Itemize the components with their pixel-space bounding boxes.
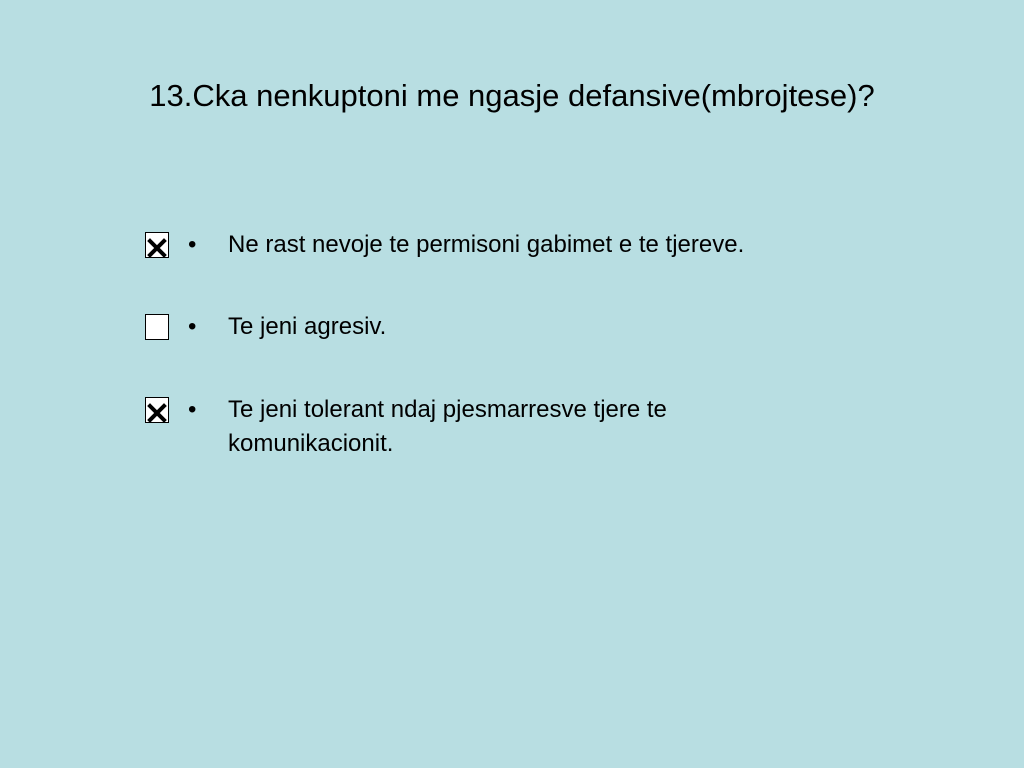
bullet: •: [188, 396, 197, 423]
x-mark-icon: [147, 238, 167, 258]
answer-checkbox[interactable]: [145, 232, 169, 258]
bullet: •: [188, 313, 197, 340]
answer-text: Ne rast nevoje te permisoni gabimet e te tjereve.: [228, 231, 745, 258]
x-mark-icon: [147, 403, 167, 423]
answer-text: Te jeni tolerant ndaj pjesmarresve tjere te komunikacionit.: [228, 396, 667, 457]
answer-checkbox[interactable]: [145, 314, 169, 340]
bullet: •: [188, 231, 197, 258]
answer-checkbox[interactable]: [145, 397, 169, 423]
answer-text: Te jeni agresiv.: [228, 313, 387, 340]
question-title: 13.Cka nenkuptoni me ngasje defansive(mbrojtese)?: [149, 78, 875, 113]
